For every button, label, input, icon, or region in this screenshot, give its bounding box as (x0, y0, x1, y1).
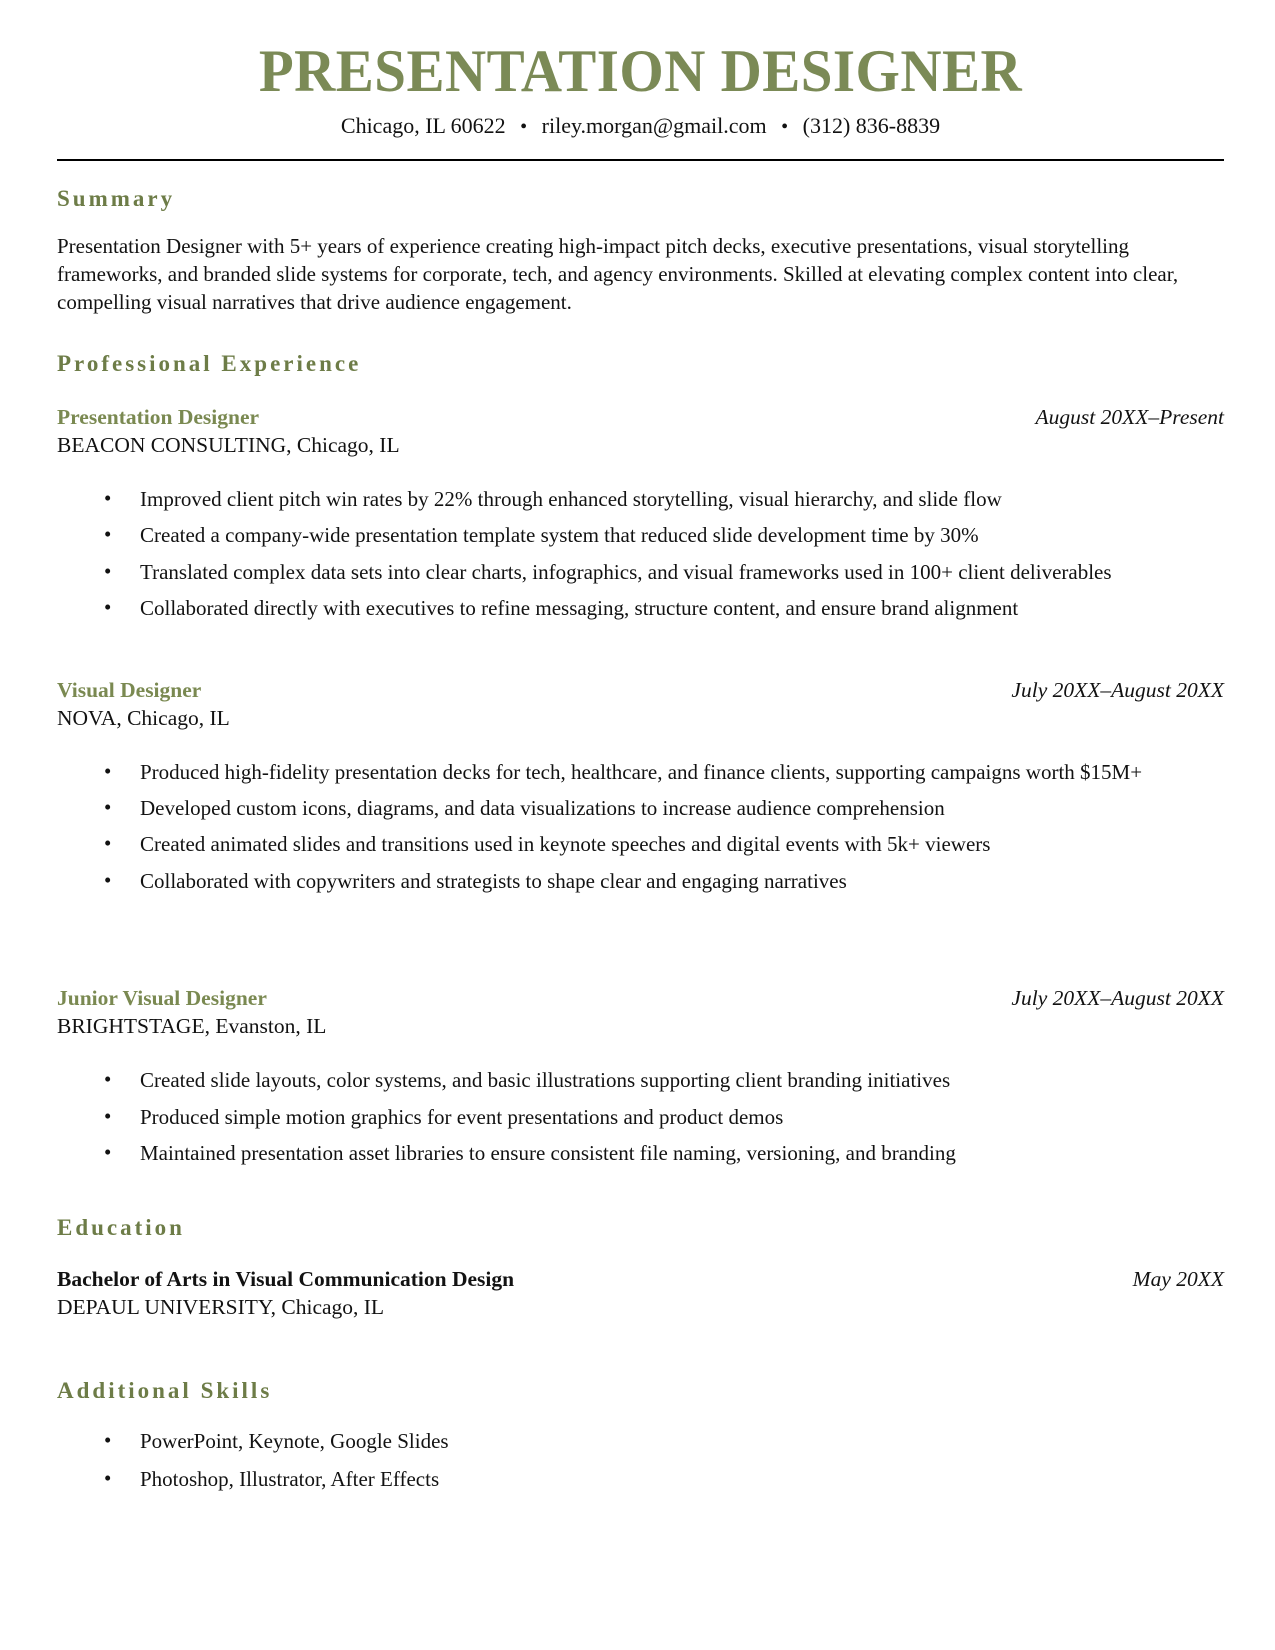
skill-item: • Photoshop, Illustrator, After Effects (57, 1466, 1224, 1492)
job-title: Presentation Designer (57, 404, 260, 429)
skills-list (57, 1428, 1224, 1493)
education-school: DEPAUL UNIVERSITY, Chicago, IL (57, 1294, 385, 1319)
bullet-item: • Translated complex data sets into clear charts, infographics, and visual frameworks used in 100+ client deliverables (57, 559, 1224, 585)
job-entry-header (57, 986, 1224, 1011)
job-title: Visual Designer (57, 677, 202, 702)
bullet-item: • Collaborated directly with executives to refine messaging, structure content, and ensure brand alignment (57, 595, 1224, 621)
section-heading-skills: Additional Skills (57, 1377, 273, 1403)
bullet-item: • Collaborated with copywriters and strategists to shape clear and engaging narratives (57, 868, 1224, 894)
contact-line (57, 113, 1224, 139)
bullet-item: • Created slide layouts, color systems, and basic illustrations supporting client branding initiatives (57, 1067, 1224, 1093)
job-entry (57, 678, 1224, 895)
summary-paragraph: Presentation Designer with 5+ years of experience creating high-impact pitch decks, executive presentations, visual storytelling frameworks, and branded slide systems for corporate, tech, and agency environments. Skilled at elevating complex content into clear, compelling visual narratives that drive audience engagement. (57, 234, 1179, 314)
contact-separator-dot: • (781, 116, 789, 138)
section-heading-experience: Professional Experience (57, 350, 362, 376)
bullet-item: • Produced high-fidelity presentation decks for tech, healthcare, and finance clients, supporting campaigns worth $15M+ (57, 759, 1224, 785)
job-title: Junior Visual Designer (57, 986, 267, 1011)
skill-item: • PowerPoint, Keynote, Google Slides (57, 1428, 1224, 1454)
resume-name-title: PRESENTATION DESIGNER (258, 38, 1023, 104)
job-company: BRIGHTSTAGE, Evanston, IL (57, 1014, 327, 1039)
contact-location: Chicago, IL 60622 (340, 113, 506, 138)
job-company: BEACON CONSULTING, Chicago, IL (57, 432, 400, 457)
job-bullets (57, 486, 1224, 622)
job-entry-header (57, 405, 1224, 430)
contact-phone: (312) 836-8839 (802, 113, 941, 138)
contact-separator-dot: • (520, 116, 528, 138)
job-dates: August 20XX–Present (1035, 404, 1224, 429)
job-dates: July 20XX–August 20XX (1011, 986, 1224, 1011)
job-entry (57, 405, 1224, 622)
bullet-item: • Produced simple motion graphics for event presentations and product demos (57, 1104, 1224, 1130)
job-bullets (57, 759, 1224, 895)
contact-email: riley.morgan@gmail.com (541, 113, 767, 138)
education-entry (57, 1267, 1224, 1320)
education-degree: Bachelor of Arts in Visual Communication Design (57, 1266, 515, 1291)
header-divider (57, 159, 1224, 161)
bullet-item: • Created animated slides and transitions used in keynote speeches and digital events with 5k+ viewers (57, 831, 1224, 857)
job-company: NOVA, Chicago, IL (57, 705, 230, 730)
job-entry-header (57, 678, 1224, 703)
bullet-item: • Improved client pitch win rates by 22% through enhanced storytelling, visual hierarchy, and slide flow (57, 486, 1224, 512)
education-entry-header (57, 1267, 1224, 1292)
bullet-item: • Maintained presentation asset libraries to ensure consistent file naming, versioning, and branding (57, 1140, 1224, 1166)
section-heading-education: Education (57, 1214, 185, 1240)
bullet-item: • Developed custom icons, diagrams, and data visualizations to increase audience comprehension (57, 795, 1224, 821)
job-dates: July 20XX–August 20XX (1011, 677, 1224, 702)
education-dates: May 20XX (1132, 1266, 1224, 1291)
bullet-item: • Created a company-wide presentation template system that reduced slide development time by 30% (57, 522, 1224, 548)
jobs-list (57, 405, 1224, 1167)
job-bullets (57, 1067, 1224, 1166)
section-heading-summary: Summary (57, 186, 176, 211)
job-entry (57, 986, 1224, 1166)
